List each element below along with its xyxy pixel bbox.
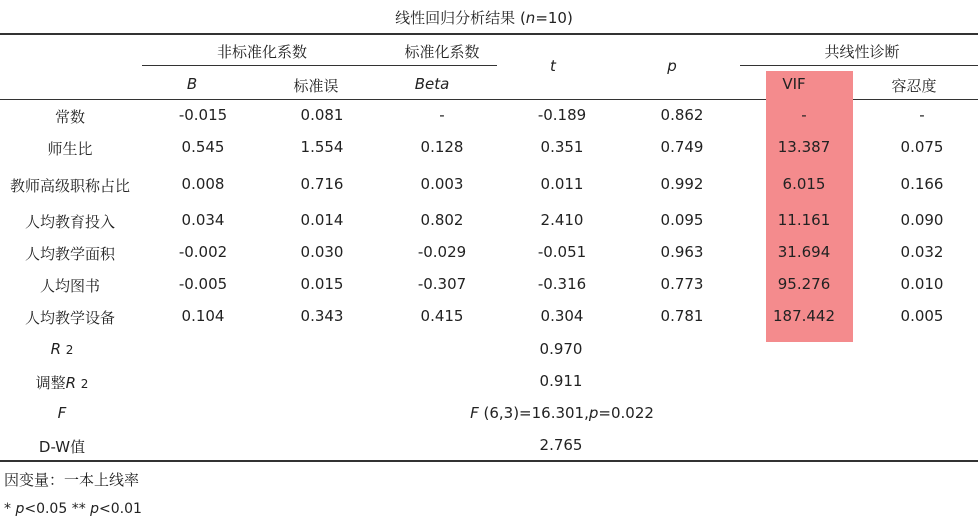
cell-b: 0.104: [181, 307, 225, 325]
row-label: 师生比: [47, 140, 93, 158]
cell-tol: 0.005: [900, 307, 944, 325]
cell-vif: 11.161: [777, 211, 831, 229]
collin-underline: [740, 65, 978, 66]
cell-beta: -0.029: [417, 243, 467, 261]
cell-se: 1.554: [300, 138, 344, 156]
cell-vif: 6.015: [782, 175, 826, 193]
group-header-unstd: 非标准化系数: [216, 43, 308, 61]
r2-value: 0.970: [539, 340, 583, 358]
cell-b: -0.002: [178, 243, 228, 261]
dw-value: 2.765: [539, 436, 583, 454]
cell-t: -0.189: [537, 106, 587, 124]
unstd-underline: [142, 65, 497, 66]
cell-t: 0.304: [540, 307, 584, 325]
footnote-dependent: 因变量：一本上线率: [4, 471, 140, 489]
cell-beta: -: [439, 106, 445, 124]
cell-t: 0.011: [540, 175, 584, 193]
row-label: 人均教学面积: [24, 245, 116, 263]
footnote-significance: * p<0.05 ** p<0.01: [4, 501, 142, 517]
f-value: F (6,3)=16.301,p=0.022: [470, 404, 654, 422]
cell-se: 0.015: [300, 275, 344, 293]
cell-p: 0.095: [660, 211, 704, 229]
cell-beta: 0.802: [420, 211, 464, 229]
cell-tol: 0.010: [900, 275, 944, 293]
cell-beta: -0.307: [417, 275, 467, 293]
cell-b: 0.545: [181, 138, 225, 156]
col-header-vif: VIF: [782, 75, 806, 93]
cell-b: 0.008: [181, 175, 225, 193]
top-rule: [0, 33, 978, 35]
cell-se: 0.014: [300, 211, 344, 229]
group-header-collin: 共线性诊断: [824, 43, 900, 61]
cell-se: 0.030: [300, 243, 344, 261]
cell-t: 2.410: [540, 211, 584, 229]
table-title: 线性回归分析结果 (n=10): [395, 9, 573, 27]
cell-p: 0.963: [660, 243, 704, 261]
r2-label: R 2: [50, 340, 74, 358]
col-header-se: 标准误: [293, 77, 339, 95]
cell-t: -0.051: [537, 243, 587, 261]
row-label: 人均教育投入: [24, 213, 116, 231]
cell-beta: 0.415: [420, 307, 464, 325]
cell-se: 0.716: [300, 175, 344, 193]
col-header-tolerance: 容忍度: [891, 77, 937, 95]
cell-p: 0.773: [660, 275, 704, 293]
col-header-b: B: [186, 75, 198, 93]
cell-vif: -: [801, 106, 807, 124]
cell-beta: 0.128: [420, 138, 464, 156]
group-header-std: 标准化系数: [404, 43, 480, 61]
adj-r2-label: 调整R 2: [35, 374, 89, 392]
cell-tol: 0.166: [900, 175, 944, 193]
cell-vif: 13.387: [777, 138, 831, 156]
cell-b: 0.034: [181, 211, 225, 229]
cell-t: -0.316: [537, 275, 587, 293]
row-label: 常数: [54, 108, 86, 126]
cell-se: 0.343: [300, 307, 344, 325]
cell-se: 0.081: [300, 106, 344, 124]
col-header-beta: Beta: [414, 75, 450, 93]
cell-vif: 31.694: [777, 243, 831, 261]
cell-tol: 0.075: [900, 138, 944, 156]
adj-r2-value: 0.911: [539, 372, 583, 390]
dw-label: D-W值: [38, 438, 86, 456]
cell-p: 0.992: [660, 175, 704, 193]
cell-p: 0.862: [660, 106, 704, 124]
col-header-p: p: [667, 57, 677, 75]
cell-tol: -: [919, 106, 925, 124]
vif-highlight: [766, 71, 853, 342]
cell-b: -0.015: [178, 106, 228, 124]
cell-b: -0.005: [178, 275, 228, 293]
cell-t: 0.351: [540, 138, 584, 156]
col-header-t: t: [550, 57, 556, 75]
cell-tol: 0.090: [900, 211, 944, 229]
f-label: F: [57, 404, 67, 422]
row-label: 教师高级职称占比: [9, 177, 131, 195]
cell-vif: 187.442: [772, 307, 836, 325]
cell-vif: 95.276: [777, 275, 831, 293]
cell-p: 0.781: [660, 307, 704, 325]
cell-tol: 0.032: [900, 243, 944, 261]
cell-p: 0.749: [660, 138, 704, 156]
cell-beta: 0.003: [420, 175, 464, 193]
row-label: 人均教学设备: [24, 309, 116, 327]
bottom-rule: [0, 460, 978, 462]
row-label: 人均图书: [39, 277, 101, 295]
